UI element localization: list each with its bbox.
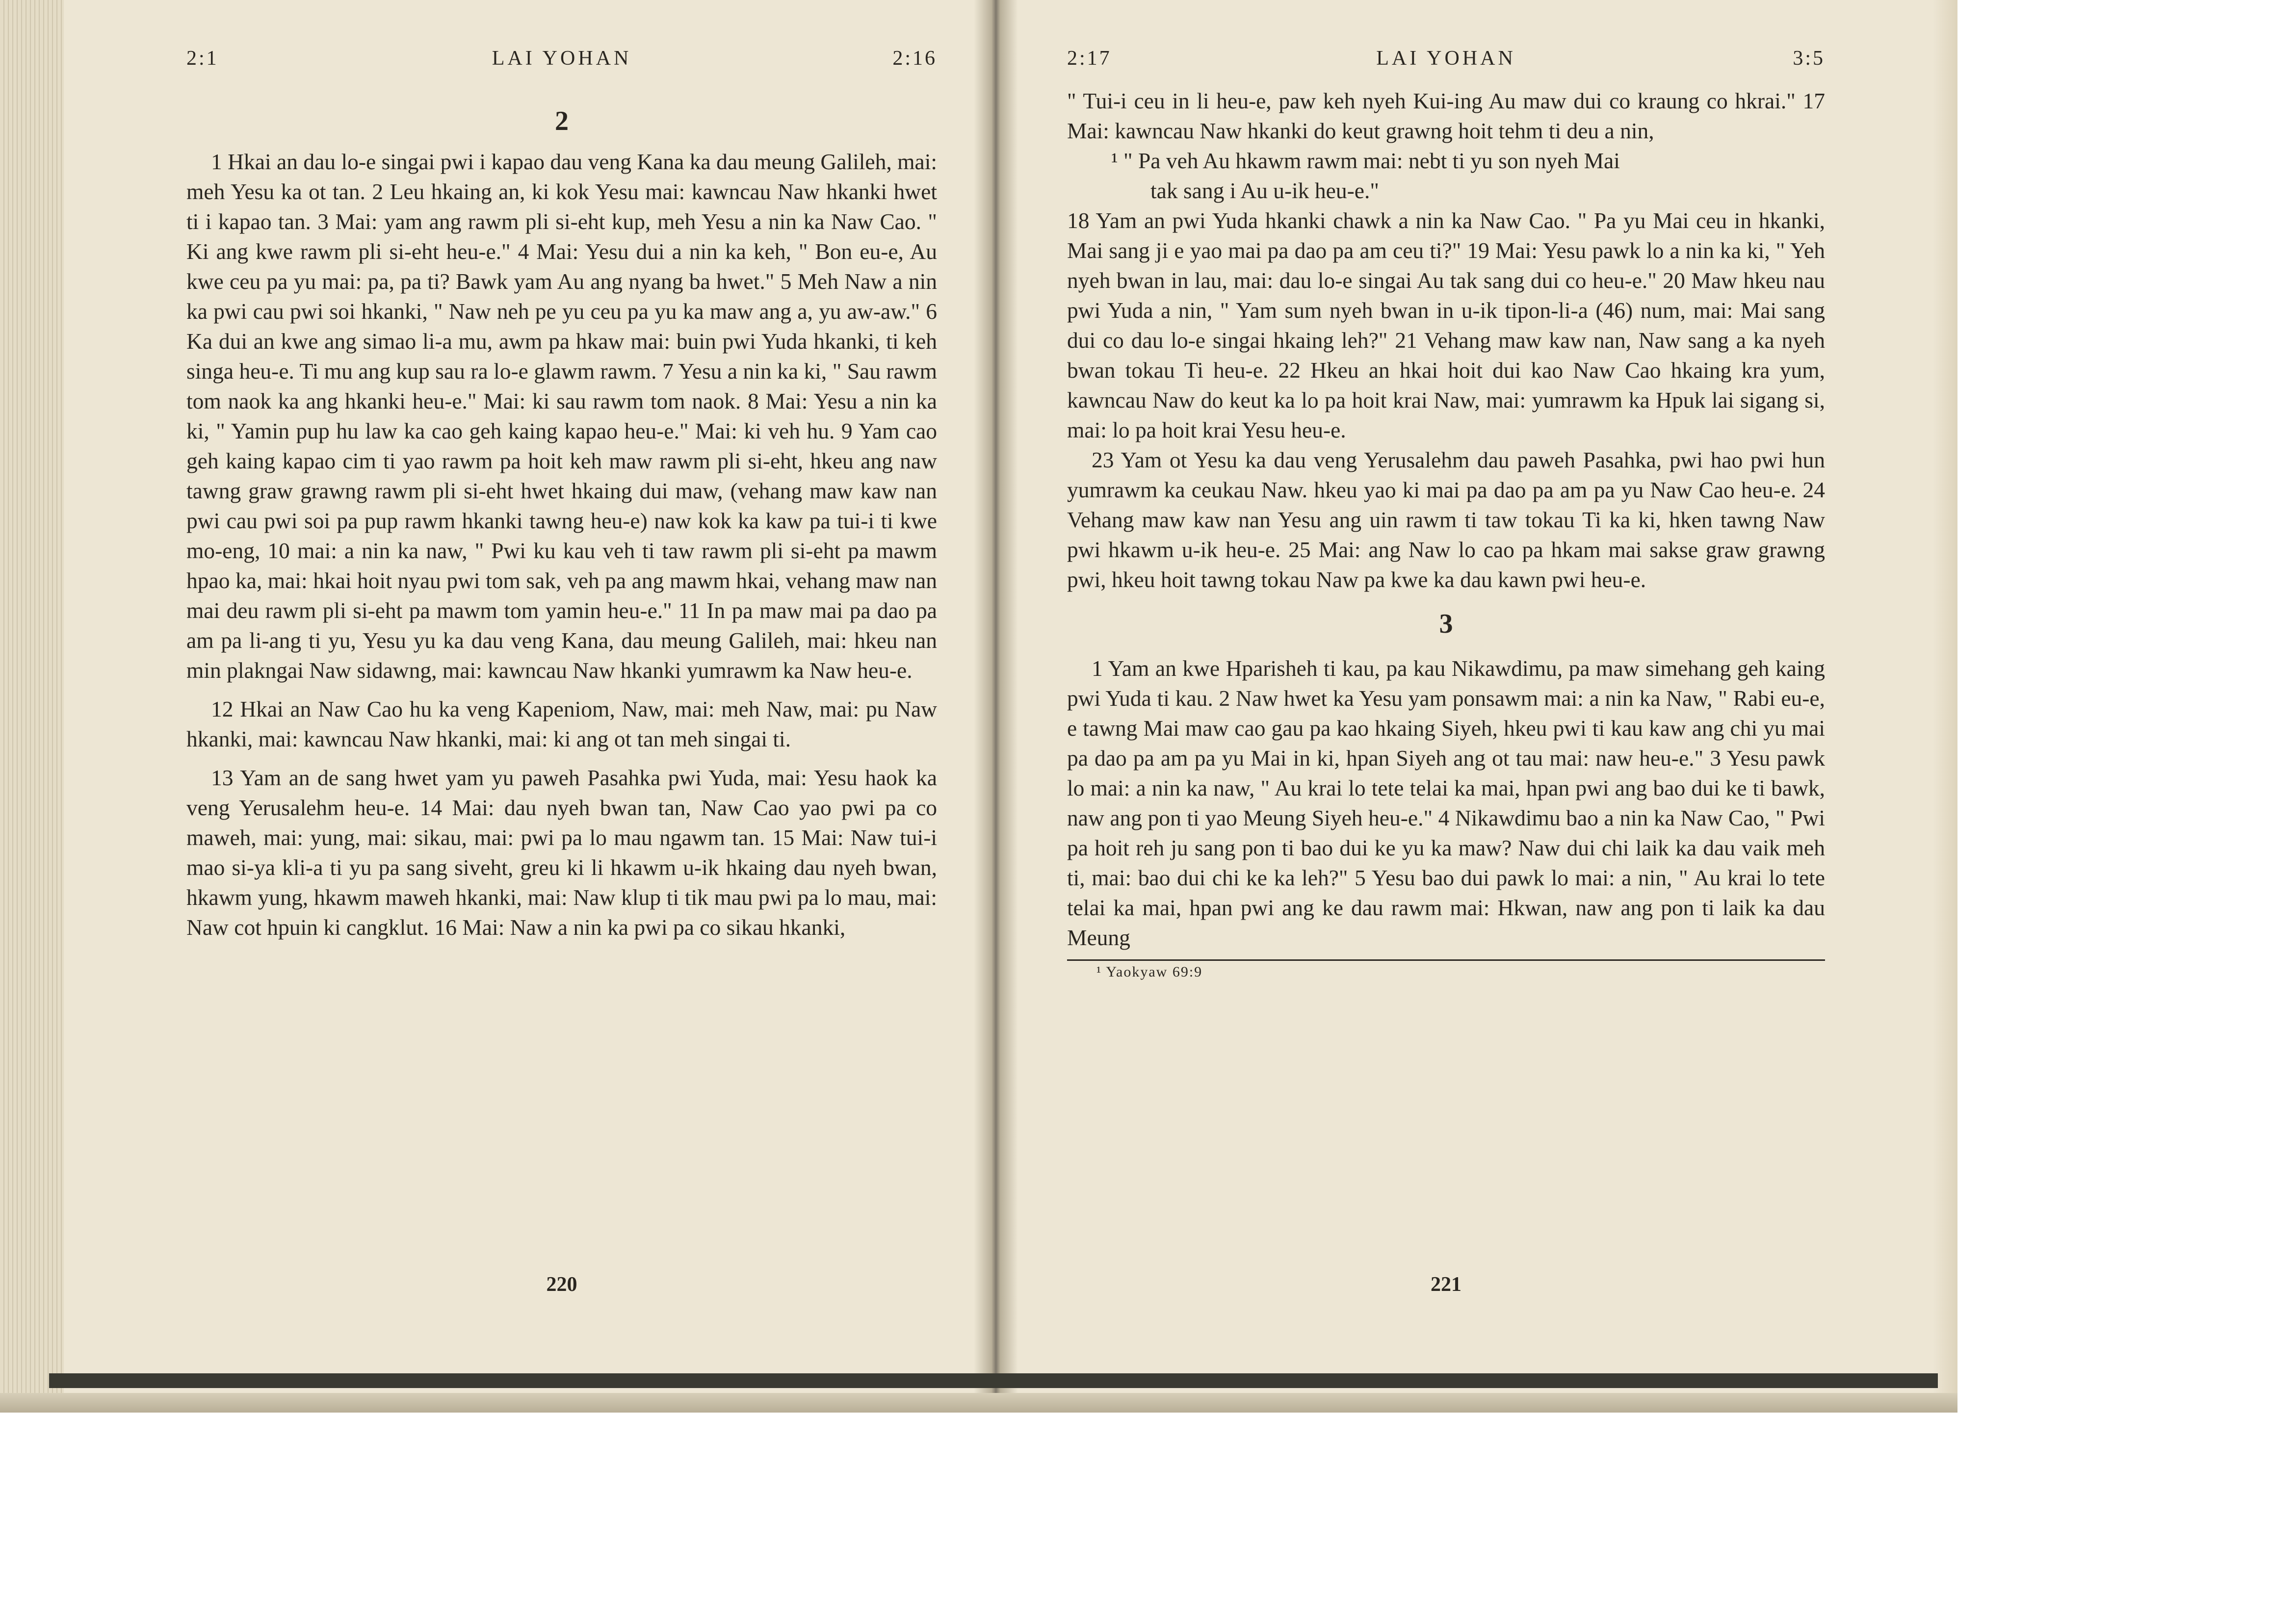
footnote-divider <box>1067 959 1825 961</box>
paragraph: 18 Yam an pwi Yuda hkanki chawk a nin ka Naw Cao. " Pa yu Mai ceu in hkanki, Mai sang ji e yao mai pa dao pa am ceu ti?" 19 Mai: Yesu pawk lo a nin ka ki, " Yeh nyeh bwan in lau, mai: dau lo-e singai Au tak sang dui co heu-e." 20 Maw hkeu nau pwi Yuda a nin, " Yam sum nyeh bwan in u-ik tipon-li-a (46) num, mai: Mai sang dui co dau lo-e singai hkaing leh?" 21 Vehang maw kaw nan, Naw sang a ka nyeh bwan tokau Ti heu-e. 22 Hkeu an hkai hoit dui kao Naw Cao hkaing kra yum, kawncau Naw do keut ka lo pa hoit krai Naw, mai: yumrawm ka Hpuk lai sigang si, mai: lo pa hoit krai Yesu heu-e. <box>1067 208 1825 442</box>
book-bottom-edge <box>0 1393 1957 1413</box>
paragraph: 23 Yam ot Yesu ka dau veng Yerusalehm dau paweh Pasahka, pwi hao pwi hun yumrawm ka ceukau Naw. hkeu yao ki mai pa dao pa am pa yu Naw Cao heu-e. 24 Vehang maw kaw nan Yesu ang uin rawm ti taw tokau Ti ka ki, hken tawng Naw pwi hkawm u-ik heu-e. 25 Mai: ang Naw lo cao pa hkam mai sakse graw grawng pwi, hkeu hoit tawng tokau Naw pa kwe ka dau kawn pwi heu-e. <box>1067 447 1825 592</box>
quote-line: ¹ " Pa veh Au hkawm rawm mai: nebt ti yu son nyeh Mai <box>1111 148 1620 173</box>
paragraph: 1 Hkai an dau lo-e singai pwi i kapao dau veng Kana ka dau meung Galileh, mai: meh Yesu ka ot tan. 2 Leu hkaing an, ki kok Yesu mai: kawncau Naw hkanki hwet ti i kapao tan. 3 Mai: yam ang rawm pli si-eht kup, meh Yesu a nin ka Naw Cao. " Ki ang kwe rawm pli si-eht heu-e." 4 Mai: Yesu dui a nin ka keh, " Bon eu-e, Au kwe ceu pa yu mai: pa, pa ti? Bawk yam Au ang nyang ba hwet." 5 Meh Naw a nin ka pwi cau pwi soi hkanki, " Naw neh pe yu ceu pa yu ka maw ang a, yu aw-aw." 6 Ka dui an kwe ang simao li-a mu, awm pa hkaw mai: buin pwi Yuda hkanki, ti keh singa heu-e. Ti mu ang kup sau ra lo-e glawm rawm. 7 Yesu a nin ka ki, " Sau rawm tom naok ka ang hkanki heu-e." Mai: ki sau rawm tom naok. 8 Mai: Yesu a nin ka ki, " Yamin pup hu law ka cao geh kaing kapao heu-e." Mai: ki veh hu. 9 Yam cao geh kaing kapao cim ti yao rawm pa hoit keh maw rawm pli si-eht, hkeu ang naw tawng graw grawng rawm pli si-eht hwet hkaing dui maw, (vehang maw kaw nan pwi cau pwi soi pa pup rawm hkanki tawng heu-e) naw kok ka kaw pa tui-i ti kwe mo-eng, 10 mai: a nin ka naw, " Pwi ku kau veh ti taw rawm pli si-eht pa mawm hpao ka, mai: hkai hoit nyau pwi tom sak, veh pa ang mawm hkai, vehang maw nan mai deu rawm pli si-eht pa mawm tom yamin heu-e." 11 In pa maw mai pa dao pa am pa li-ang ti yu, Yesu yu ka dau veng Kana, dau meung Galileh, mai: hkeu nan min plakngai Naw sidawng, mai: kawncau Naw hkanki yumrawm ka Naw heu-e. <box>186 149 937 683</box>
running-head-left <box>186 47 937 86</box>
paragraph: 12 Hkai an Naw Cao hu ka veng Kapeniom, Naw, mai: meh Naw, mai: pu Naw hkanki, mai: kawncau Naw hkanki, mai: ki ang ot tan meh singai ti. <box>186 696 937 751</box>
page-edges <box>0 0 64 1393</box>
paragraph: 1 Yam an kwe Hparisheh ti kau, pa kau Nikawdimu, pa maw simehang geh kaing pwi Yuda ti kau. 2 Naw hwet ka Yesu yam ponsawm mai: a nin ka Naw, " Rabi eu-e, e tawng Mai maw cao gau pa kao hkaing Siyeh, hkeu pwi ti kau kaw ang chi yu mai pa dao pa am pa yu Mai in ki, hpan Siyeh ang ot tau mai: naw heu-e." 3 Yesu pawk lo mai: a nin ka naw, " Au krai lo tete telai ka mai, hpan pwi ang bao dui ke ti bawk, naw ang pon ti yao Meung Siyeh heu-e." 4 Nikawdimu bao a nin ka Naw Cao, " Pwi pa hoit reh ju sang pon ti bao dui ke yu ka maw? Naw dui chi laik ka dau vaik meh ti, mai: bao dui chi ke ka leh?" 5 Yesu bao dui pawk lo mai: a nin, " Au krai lo tete telai ka mai, hpan pwi ang ke dau rawm mai: Hkwan, naw ang pon ti laik ka dau Meung <box>1067 656 1825 950</box>
paragraph: " Tui-i ceu in li heu-e, paw keh nyeh Kui-ing Au maw dui co kraung co hkrai." 17 Mai: kawncau Naw hkanki do keut grawng hoit tehm ti deu a nin, <box>1067 88 1825 143</box>
book-gutter <box>974 0 1018 1393</box>
page-number-left: 220 <box>546 1273 577 1296</box>
right-page-text <box>1067 86 1825 594</box>
left-page <box>186 47 937 1312</box>
quote-line: tak sang i Au u-ik heu-e." <box>1150 178 1379 203</box>
verse-ref-start: 2:1 <box>186 47 219 70</box>
chapter-number: 3 <box>1439 609 1453 639</box>
book-title: LAI YOHAN <box>492 47 632 70</box>
right-page-edge <box>1933 0 1957 1393</box>
chapter-number: 2 <box>555 106 569 136</box>
footnote: ¹ Yaokyaw 69:9 <box>1096 964 1203 980</box>
verse-ref-start: 2:17 <box>1067 47 1112 70</box>
left-page-text <box>186 147 937 942</box>
book-title: LAI YOHAN <box>1376 47 1516 70</box>
scripture-quote <box>1067 146 1825 206</box>
paragraph: 13 Yam an de sang hwet yam yu paweh Pasahka pwi Yuda, mai: Yesu haok ka veng Yerusalehm heu-e. 14 Mai: dau nyeh bwan tan, Naw Cao yao pwi pa co maweh, mai: yung, mai: sikau, mai: pwi pa lo mau ngawm tan. 15 Mai: Naw tui-i mao si-ya kli-a ti yu pa sang siveht, greu ki li hkawm u-ik hkaing dau nyeh bwan, hkawm yung, hkawm maweh hkanki, mai: Naw klup ti tik mau pwi pa lo mau, mai: Naw cot hpuin ki cangklut. 16 Mai: Naw a nin ka pwi pa co sikau hkanki, <box>186 765 937 940</box>
running-head-right <box>1067 47 1825 86</box>
book-cover-edge <box>49 1373 1938 1388</box>
right-page <box>1067 47 1825 1312</box>
verse-ref-end: 2:16 <box>892 47 937 70</box>
right-page-text-ch3 <box>1067 653 1825 953</box>
page-number-right: 221 <box>1431 1273 1461 1296</box>
verse-ref-end: 3:5 <box>1793 47 1825 70</box>
